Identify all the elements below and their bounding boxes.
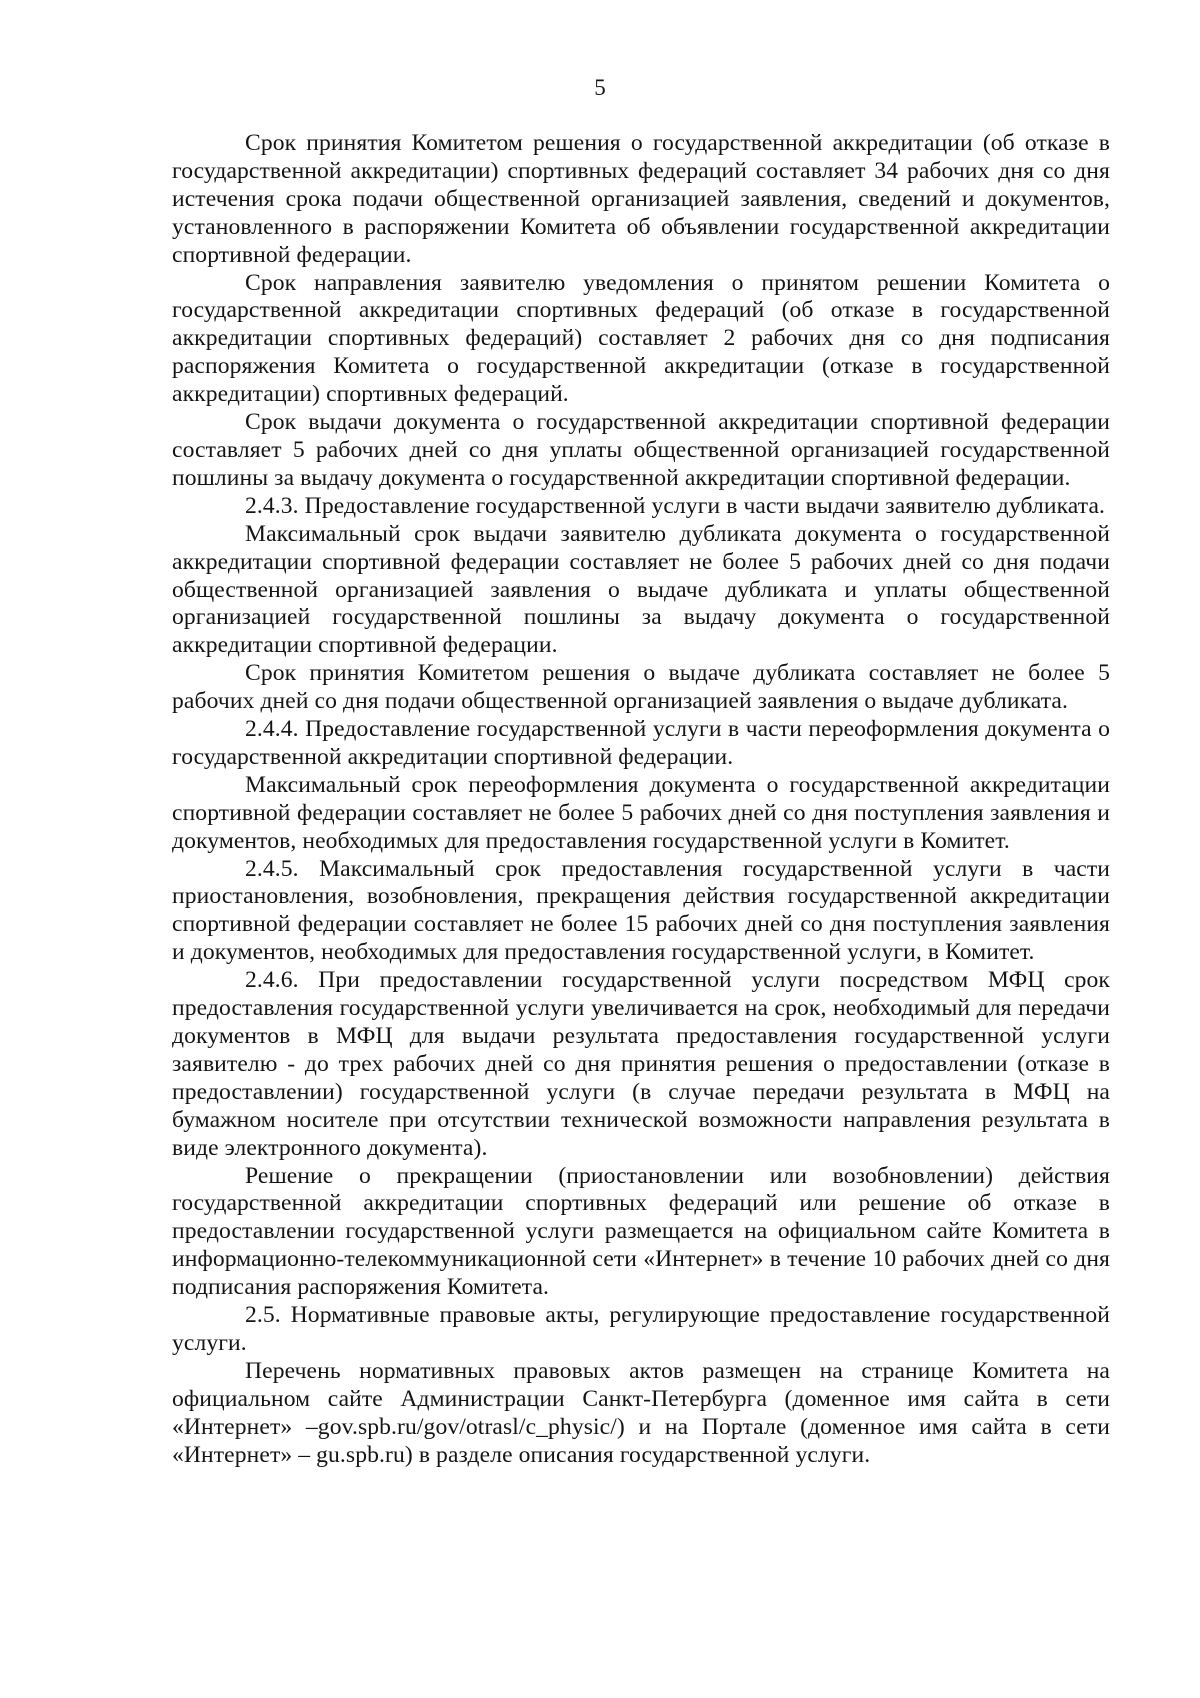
section-2-4-5: 2.4.5. Максимальный срок предоставления государственной услуги в части приостановления, возобновления, прекращения действия государственной аккредитации спортивной федерации составляет не более 15 рабочих дней со дня поступления заявления и документов, необходимых для предоставления государственной услуги, в Комитет. (172, 855, 1110, 966)
paragraph-issue-deadline: Срок выдачи документа о государственной аккредитации спортивной федерации составляет 5 рабочих дней со дня уплаты общественной организацией государственной пошлины за выдачу документа о государственной аккредитации спортивной федерации. (172, 409, 1110, 491)
section-2-4-6: 2.4.6. При предоставлении государственной услуги посредством МФЦ срок предоставления государственной услуги увеличивается на срок, необходимый для передачи документов в МФЦ для выдачи результата предоставления государственной услуги заявителю - до трех рабочих дней со дня принятия решения о предоставлении (отказе в предоставлении) государственной услуги (в случае передачи результата в МФЦ на бумажном носителе при отсутствии технической возможности направления результата в виде электронного документа). (172, 967, 1110, 1161)
paragraph-notification-deadline: Срок направления заявителю уведомления о принятом решении Комитета о государственной аккредитации спортивных федераций (об отказе в государственной аккредитации спортивных федераций) составляет 2 рабочих дня со дня подписания распоряжения Комитета о государственной аккредитации (отказе в государственной аккредитации) спортивных федераций. (172, 269, 1110, 408)
section-2-5-heading: 2.5. Нормативные правовые акты, регулирующие предоставление государственной услуги. (172, 1302, 1110, 1356)
paragraph-legal-acts-list: Перечень нормативных правовых актов размещен на странице Комитета на официальном сайте Администрации Санкт-Петербурга (доменное имя сайта в сети «Интернет» –gov.spb.ru/gov/otrasl/c_physic/) и на Портале (доменное имя сайта в сети «Интернет» – gu.spb.ru) в разделе описания государственной услуги. (172, 1357, 1110, 1468)
paragraph-duplicate-max-term: Максимальный срок выдачи заявителю дубликата документа о государственной аккредитации спортивной федерации составляет не более 5 рабочих дней со дня подачи общественной организацией заявления о выдаче дубликата и уплаты общественной организацией государственной пошлины за выдачу документа о государственной аккредитации спортивной федерации. (172, 520, 1110, 659)
section-2-4-3-heading: 2.4.3. Предоставление государственной услуги в части выдачи заявителю дубликата. (245, 492, 1106, 519)
page-number: 5 (594, 75, 606, 100)
section-2-4-4-heading: 2.4.4. Предоставление государственной услуги в части переоформления документа о государственной аккредитации спортивной федерации. (172, 716, 1110, 770)
paragraph-duplicate-decision-term: Срок принятия Комитетом решения о выдаче дубликата составляет не более 5 рабочих дней со дня подачи общественной организацией заявления о выдаче дубликата. (172, 660, 1110, 715)
paragraph-decision-deadline: Срок принятия Комитетом решения о государственной аккредитации (об отказе в государственной аккредитации) спортивных федераций составляет 34 рабочих дня со дня истечения срока подачи общественной организацией заявления, сведений и документов, установленного в распоряжении Комитета об объявлении государственной аккредитации спортивной федерации. (172, 130, 1110, 268)
document-body (172, 130, 1110, 1470)
paragraph-reissue-max-term: Максимальный срок переоформления документа о государственной аккредитации спортивной федерации составляет не более 5 рабочих дней со дня поступления заявления и документов, необходимых для предоставления государственной услуги в Комитет. (172, 771, 1110, 854)
paragraph-decision-publication: Решение о прекращении (приостановлении или возобновлении) действия государственной аккредитации спортивных федераций или решение об отказе в предоставлении государственной услуги размещается на официальном сайте Комитета в информационно-телекоммуникационной сети «Интернет» в течение 10 рабочих дней со дня подписания распоряжения Комитета. (172, 1162, 1110, 1301)
